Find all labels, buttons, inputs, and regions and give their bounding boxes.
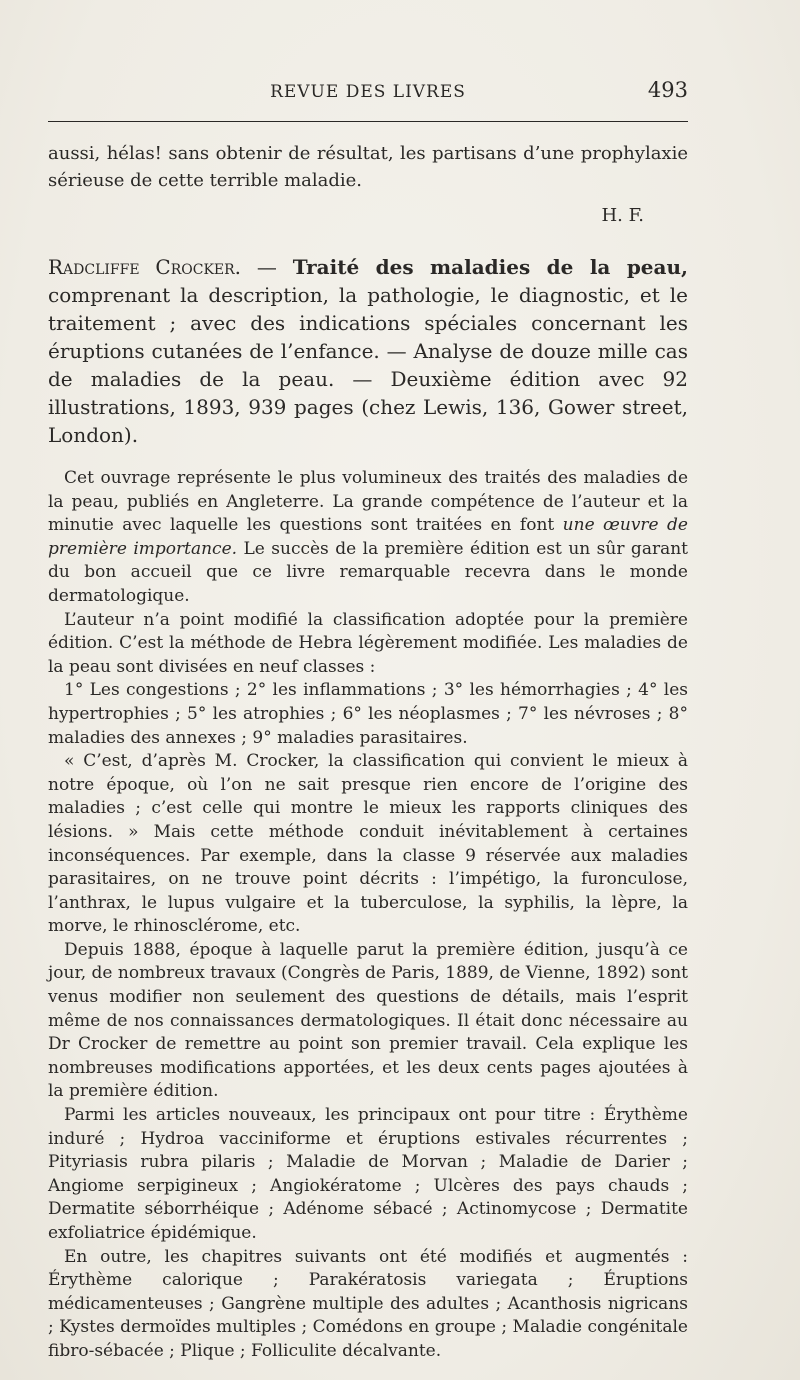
review-paragraph-4: « C’est, d’après M. Crocker, la classification qui convient le mieux à notre époque, où l’on ne sait presque rien encore de l’origine des maladies ; c’est celle qui montre le mieux les rapports cliniques des lésions. » Mais cette méthode conduit inévitablement à certaines inconséquences. Par exemple, dans la classe 9 réservée aux maladies parasitaires, on ne trouve point décrits : l’impétigo, la furonculose, l’anthrax, le lupus vulgaire et la tuberculose, la syphilis, la lèpre, la morve, le rhinosclérome, etc. xyxy=(48,751,688,937)
review-paragraph-6: Parmi les articles nouveaux, les principaux ont pour titre : Érythème induré ; Hydroa vacciniforme et éruptions estivales récurrentes ; Pityriasis rubra pilaris ; Maladie de Morvan ; Maladie de Darier ; Angiome serpigineux ; Angiokératome ; Ulcères des pays chauds ; Dermatite séborrhéique ; Adénome sébacé ; Actinomycose ; Dermatite exfoliatrice épidémique. xyxy=(48,1105,688,1243)
entry-title: Traité des maladies de la peau, xyxy=(292,255,688,279)
running-head: REVUE DES LIVRES xyxy=(270,82,466,102)
review-paragraph-3: 1° Les congestions ; 2° les inflammations ; 3° les hémorrhagies ; 4° les hypertrophies ; 5° les atrophies ; 6° les néoplasmes ; 7° les névroses ; 8° maladies des annexes ; 9° maladies parasitaires. xyxy=(48,680,688,748)
review-paragraph-1 xyxy=(48,467,688,609)
review-paragraph-2: L’auteur n’a point modifié la classification adoptée pour la première édition. C’est la méthode de Hebra légèrement modifiée. Les maladies de la peau sont divisées en neuf classes : xyxy=(48,609,688,677)
p1-italic: une œuvre de première importance. xyxy=(48,515,688,559)
header-rule xyxy=(48,121,688,122)
body-text xyxy=(48,140,688,1364)
entry-author: Radcliffe Crocker. xyxy=(48,255,242,279)
p1-text: Cet ouvrage représente le plus volumineux des traités des maladies de la peau, publiés en Angleterre. La grande compétence de l’auteur et la minutie avec laquelle les questions sont traitées en font xyxy=(48,468,688,536)
page-header xyxy=(48,78,688,112)
continuation-paragraph: aussi, hélas! sans obtenir de résultat, les partisans d’une prophylaxie sérieuse de cette terrible maladie. xyxy=(48,143,688,191)
entry-details: comprenant la description, la pathologie, le diagnostic, et le traitement ; avec des indications spéciales concernant les éruptions cutanées de l’enfance. — Analyse de douze mille cas de maladies de la peau. — Deuxième édition avec 92 illustrations, 1893, 939 pages (chez Lewis, 136, Gower street, London). xyxy=(48,283,688,447)
review-body xyxy=(48,467,688,1364)
p1-text-end: Le succès de la première édition est un sûr garant du bon accueil que ce livre remarquable recevra dans le monde dermatologique. xyxy=(48,538,688,606)
review-paragraph-7: En outre, les chapitres suivants ont été modifiés et augmentés : Érythème calorique ; Parakératosis variegata ; Éruptions médicamenteuses ; Gangrène multiple des adultes ; Acanthosis nigricans ; Kystes dermoïdes multiples ; Comédons en groupe ; Maladie congénitale fibro-sébacée ; Plique ; Folliculite décalvante. xyxy=(48,1246,688,1361)
review-paragraph-5: Depuis 1888, époque à laquelle parut la première édition, jusqu’à ce jour, de nombreux travaux (Congrès de Paris, 1889, de Vienne, 1892) sont venus modifier non seulement des questions de détails, mais l’esprit même de nos connaissances dermatologiques. Il était donc nécessaire au Dr Crocker de remettre au point son premier travail. Cela explique les nombreuses modifications apportées, et les deux cents pages ajoutées à la première édition. xyxy=(48,939,688,1102)
entry-dash: — xyxy=(241,255,293,279)
reviewer-signature: H. F. xyxy=(601,205,644,226)
page-number: 493 xyxy=(647,78,688,102)
book-entry xyxy=(48,253,688,449)
